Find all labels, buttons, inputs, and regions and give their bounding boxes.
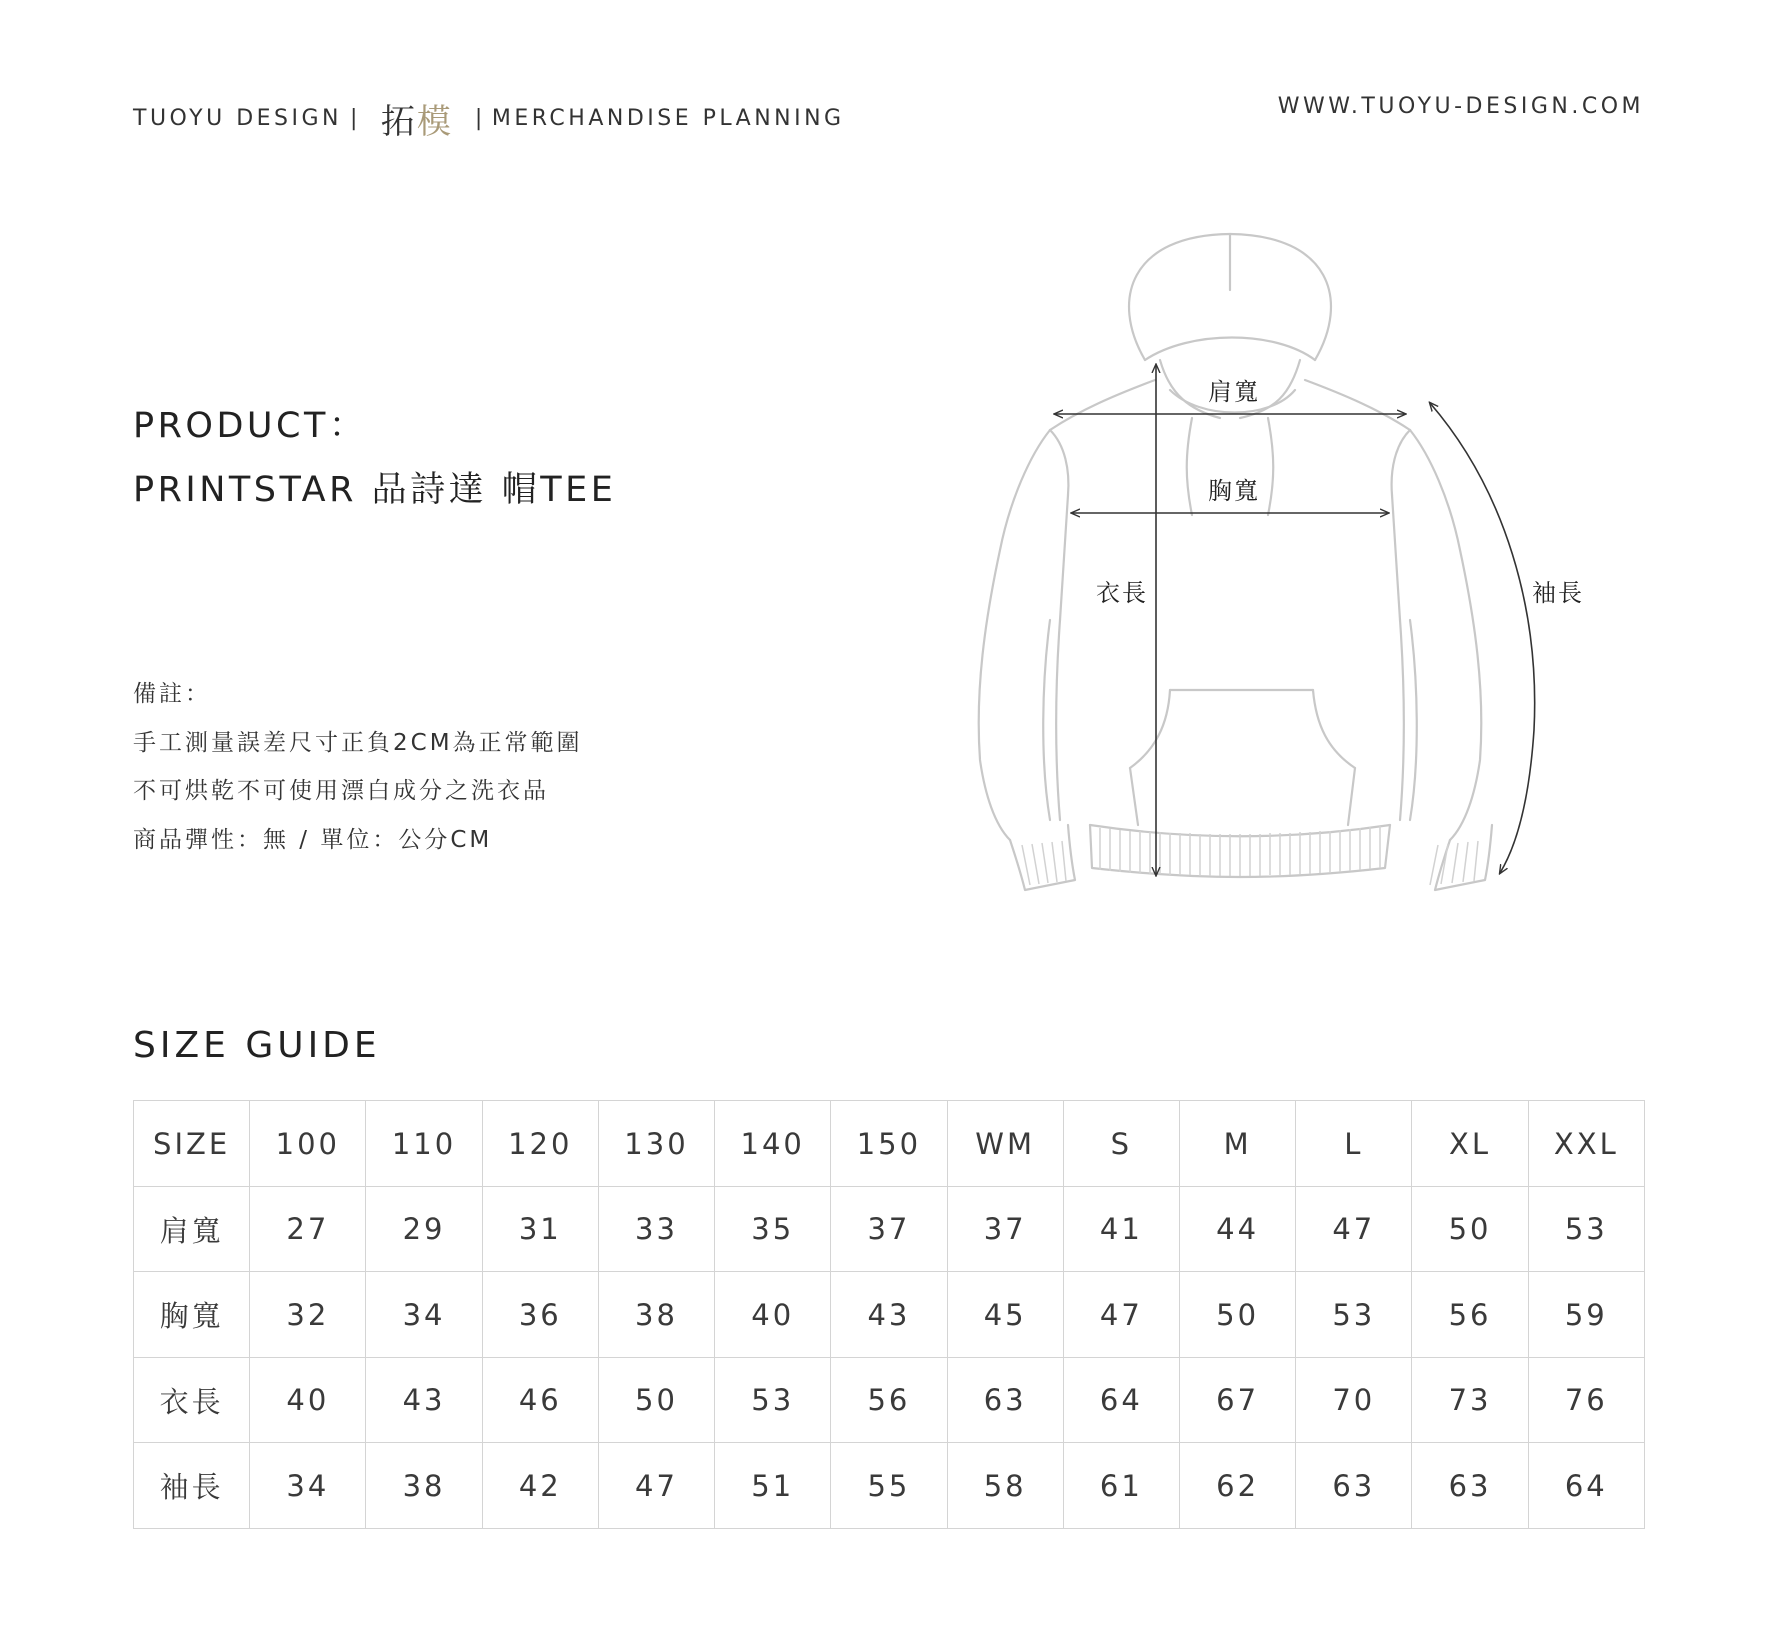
row-label-cell: 胸寬 (134, 1272, 250, 1358)
table-cell: 50 (1412, 1187, 1528, 1272)
table-cell: 58 (947, 1443, 1063, 1529)
table-cell: 53 (1528, 1187, 1644, 1272)
header-cell: S (1063, 1101, 1179, 1187)
size-guide-title: SIZE GUIDE (133, 1025, 381, 1066)
table-cell: 50 (598, 1358, 714, 1443)
hoodie-illustration (930, 220, 1630, 1010)
table-cell: 46 (482, 1358, 598, 1443)
header-cell: XL (1412, 1101, 1528, 1187)
product-name: PRINTSTAR 品詩達 帽TEE (133, 470, 617, 510)
shoulder-label: 肩寬 (1208, 378, 1260, 406)
table-cell: 55 (831, 1443, 947, 1529)
site-url: WWW.TUOYU-DESIGN.COM (1277, 94, 1644, 119)
brand-block (133, 94, 845, 143)
row-label-cell: 袖長 (134, 1443, 250, 1529)
chest-label: 胸寬 (1208, 477, 1260, 505)
notes-block (133, 670, 583, 864)
table-cell: 42 (482, 1443, 598, 1529)
table-cell: 33 (598, 1187, 714, 1272)
table-cell: 53 (715, 1358, 831, 1443)
table-cell: 50 (1179, 1272, 1295, 1358)
product-label: PRODUCT： (133, 406, 368, 446)
table-cell: 36 (482, 1272, 598, 1358)
table-cell: 29 (366, 1187, 482, 1272)
table-cell: 34 (366, 1272, 482, 1358)
header-cell: 100 (250, 1101, 366, 1187)
table-cell: 47 (1063, 1272, 1179, 1358)
table-cell: 47 (598, 1443, 714, 1529)
table-row (134, 1443, 1645, 1529)
header-cell: XXL (1528, 1101, 1644, 1187)
size-table (133, 1100, 1645, 1529)
table-cell: 56 (1412, 1272, 1528, 1358)
row-label-cell: 肩寬 (134, 1187, 250, 1272)
table-cell: 67 (1179, 1358, 1295, 1443)
table-cell: 38 (598, 1272, 714, 1358)
table-cell: 64 (1528, 1443, 1644, 1529)
row-label-cell: 衣長 (134, 1358, 250, 1443)
sleeve-label: 袖長 (1532, 579, 1584, 607)
table-row (134, 1187, 1645, 1272)
table-cell: 51 (715, 1443, 831, 1529)
table-cell: 32 (250, 1272, 366, 1358)
sleeve-arrow (1430, 403, 1535, 873)
notes-title: 備註： (133, 681, 211, 707)
table-row (134, 1358, 1645, 1443)
header-cell: WM (947, 1101, 1063, 1187)
notes-line-care: 不可烘乾不可使用漂白成分之洗衣品 (133, 778, 549, 804)
table-cell: 41 (1063, 1187, 1179, 1272)
page-header (133, 94, 1644, 142)
logo-char-1: 拓 (380, 102, 417, 142)
table-cell: 37 (947, 1187, 1063, 1272)
table-cell: 63 (1296, 1443, 1412, 1529)
brand-separator: | (350, 106, 361, 131)
header-cell: 130 (598, 1101, 714, 1187)
table-cell: 64 (1063, 1358, 1179, 1443)
header-cell: L (1296, 1101, 1412, 1187)
table-cell: 76 (1528, 1358, 1644, 1443)
table-cell: 43 (366, 1358, 482, 1443)
brand-separator-2: | (474, 106, 486, 131)
logo-char-2: 模 (416, 102, 453, 142)
table-cell: 43 (831, 1272, 947, 1358)
table-cell: 35 (715, 1187, 831, 1272)
table-row (134, 1272, 1645, 1358)
table-cell: 38 (366, 1443, 482, 1529)
header-cell: 110 (366, 1101, 482, 1187)
table-cell: 37 (831, 1187, 947, 1272)
table-cell: 63 (1412, 1443, 1528, 1529)
table-cell: 70 (1296, 1358, 1412, 1443)
header-cell: 140 (715, 1101, 831, 1187)
table-cell: 34 (250, 1443, 366, 1529)
length-label: 衣長 (1096, 579, 1148, 607)
table-cell: 56 (831, 1358, 947, 1443)
brand-tagline: MERCHANDISE PLANNING (491, 106, 845, 131)
hoodie-diagram (930, 220, 1630, 1010)
table-cell: 40 (715, 1272, 831, 1358)
header-cell: 120 (482, 1101, 598, 1187)
hoodie-outline (979, 234, 1492, 890)
brand-logo (381, 94, 453, 143)
notes-line-tolerance: 手工測量誤差尺寸正負2CM為正常範圍 (133, 729, 583, 756)
table-cell: 62 (1179, 1443, 1295, 1529)
table-cell: 40 (250, 1358, 366, 1443)
table-cell: 53 (1296, 1272, 1412, 1358)
table-cell: 59 (1528, 1272, 1644, 1358)
table-cell: 45 (947, 1272, 1063, 1358)
table-cell: 63 (947, 1358, 1063, 1443)
header-cell: SIZE (134, 1101, 250, 1187)
brand-name: TUOYU DESIGN (133, 106, 342, 131)
table-cell: 27 (250, 1187, 366, 1272)
header-cell: 150 (831, 1101, 947, 1187)
table-cell: 73 (1412, 1358, 1528, 1443)
notes-line-elasticity: 商品彈性：無 / 單位：公分CM (133, 826, 493, 853)
table-cell: 47 (1296, 1187, 1412, 1272)
header-cell: M (1179, 1101, 1295, 1187)
table-cell: 44 (1179, 1187, 1295, 1272)
table-cell: 61 (1063, 1443, 1179, 1529)
table-cell: 31 (482, 1187, 598, 1272)
table-header-row (134, 1101, 1645, 1187)
dimension-arrows (1055, 365, 1535, 875)
